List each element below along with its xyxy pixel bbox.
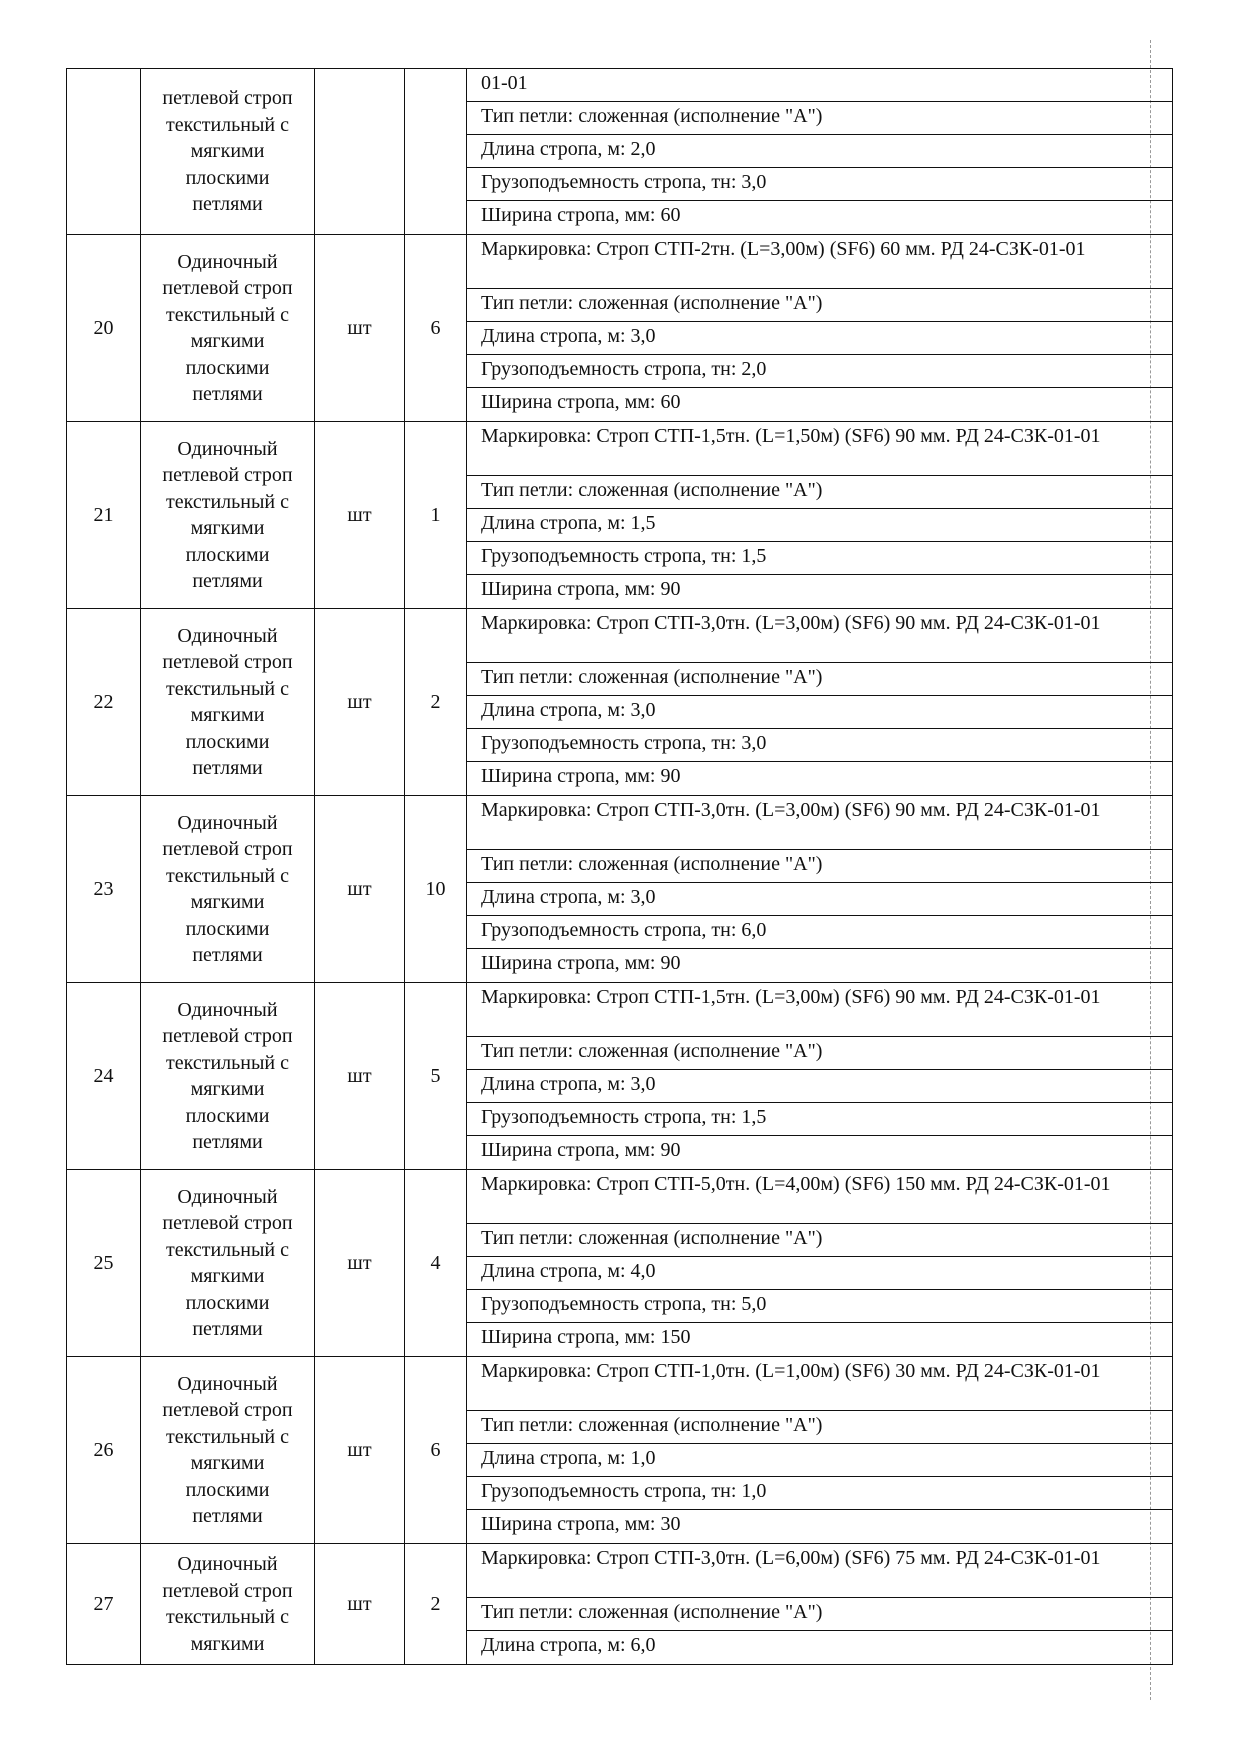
item-name-line: текстильный с <box>166 677 289 700</box>
parameter-line: Длина стропа, м: 1,5 <box>467 509 1172 542</box>
item-quantity: 2 <box>405 1544 467 1665</box>
spec-table-body <box>67 69 1173 1665</box>
item-name-line: петлями <box>192 1131 263 1153</box>
item-unit: шт <box>315 796 405 983</box>
item-unit: шт <box>315 1357 405 1544</box>
item-name-line: петлевой строп <box>162 1025 293 1047</box>
item-parameters <box>467 609 1173 796</box>
item-name-line: текстильный с <box>166 490 289 513</box>
item-quantity <box>405 69 467 235</box>
item-quantity: 2 <box>405 609 467 796</box>
item-name-line: мягкими <box>190 140 265 163</box>
item-name <box>141 1170 315 1357</box>
item-parameters <box>467 422 1173 609</box>
item-name-line: петлевой строп <box>162 1399 293 1421</box>
table-row <box>67 235 1173 422</box>
parameter-line: Тип петли: сложенная (исполнение "А") <box>467 289 1172 322</box>
parameter-line: Ширина стропа, мм: 60 <box>481 204 681 226</box>
item-name-line: текстильный с <box>166 1238 289 1261</box>
item-name-line: петлями <box>192 1505 263 1527</box>
item-parameters <box>467 796 1173 983</box>
item-number: 25 <box>67 1170 141 1357</box>
parameter-line: Длина стропа, м: 2,0 <box>467 135 1172 168</box>
item-name-line: плоскими <box>185 1104 270 1127</box>
parameter-line: Маркировка: Строп СТП-1,0тн. (L=1,00м) (SF6) 30 мм. РД 24-СЗК-01-01 <box>467 1357 1172 1411</box>
item-name-line: мягкими <box>190 704 265 726</box>
item-number: 22 <box>67 609 141 796</box>
item-name-line: петлями <box>192 193 263 216</box>
item-name-line: Одиночный <box>177 250 278 273</box>
item-name <box>141 1544 315 1665</box>
item-quantity: 1 <box>405 422 467 609</box>
parameter-line: Длина стропа, м: 3,0 <box>467 1070 1172 1103</box>
parameter-line: Ширина стропа, мм: 90 <box>481 765 681 787</box>
item-number <box>67 69 141 235</box>
parameter-line: Тип петли: сложенная (исполнение "А") <box>467 1411 1172 1444</box>
item-name-line: Одиночный <box>177 437 278 460</box>
item-name <box>141 1357 315 1544</box>
item-quantity: 10 <box>405 796 467 983</box>
item-name-line: петлями <box>192 570 263 592</box>
parameter-line: Тип петли: сложенная (исполнение "А") <box>467 1224 1172 1257</box>
item-name <box>141 235 315 422</box>
parameter-line: Грузоподъемность стропа, тн: 3,0 <box>467 168 1172 201</box>
item-name-line: мягкими <box>190 891 265 913</box>
table-row <box>67 609 1173 796</box>
item-number: 23 <box>67 796 141 983</box>
item-name-line: петлями <box>192 1318 263 1340</box>
table-row <box>67 422 1173 609</box>
table-row <box>67 796 1173 983</box>
item-name-line: текстильный с <box>166 1425 289 1448</box>
parameter-line: Ширина стропа, мм: 150 <box>481 1326 691 1348</box>
item-name <box>141 609 315 796</box>
item-quantity: 6 <box>405 1357 467 1544</box>
item-number: 27 <box>67 1544 141 1665</box>
item-name-line: плоскими <box>185 166 270 189</box>
item-name-line: петлями <box>192 757 263 779</box>
item-unit: шт <box>315 609 405 796</box>
parameter-line: Длина стропа, м: 1,0 <box>467 1444 1172 1477</box>
parameter-line: Ширина стропа, мм: 90 <box>481 952 681 974</box>
item-unit: шт <box>315 983 405 1170</box>
parameter-line: Грузоподъемность стропа, тн: 5,0 <box>467 1290 1172 1323</box>
parameter-line: Ширина стропа, мм: 60 <box>481 391 681 413</box>
item-name-line: плоскими <box>185 1291 270 1314</box>
table-row <box>67 1170 1173 1357</box>
item-name-line: текстильный с <box>166 303 289 326</box>
item-name <box>141 796 315 983</box>
spec-table <box>66 68 1173 1665</box>
item-name-line: петлевой строп <box>162 838 293 860</box>
item-name-line: текстильный с <box>166 864 289 887</box>
item-name-line: плоскими <box>185 1478 270 1501</box>
item-unit: шт <box>315 235 405 422</box>
item-parameters <box>467 1170 1173 1357</box>
parameter-line: Тип петли: сложенная (исполнение "А") <box>467 850 1172 883</box>
parameter-line: Маркировка: Строп СТП-5,0тн. (L=4,00м) (SF6) 150 мм. РД 24-СЗК-01-01 <box>467 1170 1172 1224</box>
parameter-line: Длина стропа, м: 6,0 <box>481 1634 656 1656</box>
parameter-line: Грузоподъемность стропа, тн: 1,5 <box>467 1103 1172 1136</box>
parameter-line: Маркировка: Строп СТП-2тн. (L=3,00м) (SF6) 60 мм. РД 24-СЗК-01-01 <box>467 235 1172 289</box>
item-name <box>141 69 315 235</box>
parameter-line: Маркировка: Строп СТП-3,0тн. (L=3,00м) (SF6) 90 мм. РД 24-СЗК-01-01 <box>467 609 1172 663</box>
item-name-line: мягкими <box>190 1632 265 1655</box>
parameter-line: Длина стропа, м: 3,0 <box>467 322 1172 355</box>
parameter-line: Длина стропа, м: 4,0 <box>467 1257 1172 1290</box>
parameter-line: Тип петли: сложенная (исполнение "А") <box>467 476 1172 509</box>
parameter-line: Ширина стропа, мм: 30 <box>481 1513 681 1535</box>
item-name-line: плоскими <box>185 917 270 940</box>
parameter-line: Грузоподъемность стропа, тн: 6,0 <box>467 916 1172 949</box>
parameter-line: Тип петли: сложенная (исполнение "А") <box>467 102 1172 135</box>
parameter-line: Длина стропа, м: 3,0 <box>467 696 1172 729</box>
table-row <box>67 1357 1173 1544</box>
item-parameters <box>467 235 1173 422</box>
item-name-line: Одиночный <box>177 1553 278 1575</box>
item-name-line: Одиночный <box>177 811 278 834</box>
item-name-line: мягкими <box>190 517 265 539</box>
item-name-line: петлевой строп <box>162 1212 293 1234</box>
item-name-line: Одиночный <box>177 1372 278 1395</box>
item-name-line: петлевой строп <box>162 651 293 673</box>
item-name-line: петлями <box>192 944 263 966</box>
parameter-line: Маркировка: Строп СТП-1,5тн. (L=3,00м) (SF6) 90 мм. РД 24-СЗК-01-01 <box>467 983 1172 1037</box>
item-name-line: плоскими <box>185 356 270 379</box>
parameter-line: Грузоподъемность стропа, тн: 1,5 <box>467 542 1172 575</box>
item-name-line: текстильный с <box>166 113 289 136</box>
parameter-line: Грузоподъемность стропа, тн: 2,0 <box>467 355 1172 388</box>
table-row <box>67 983 1173 1170</box>
item-name-line: плоскими <box>185 730 270 753</box>
item-parameters <box>467 69 1173 235</box>
item-parameters <box>467 983 1173 1170</box>
item-name <box>141 422 315 609</box>
item-name-line: петлевой строп <box>162 464 293 486</box>
item-number: 20 <box>67 235 141 422</box>
parameter-line: Грузоподъемность стропа, тн: 1,0 <box>467 1477 1172 1510</box>
parameter-line: Маркировка: Строп СТП-1,5тн. (L=1,50м) (SF6) 90 мм. РД 24-СЗК-01-01 <box>467 422 1172 476</box>
table-row <box>67 1544 1173 1665</box>
item-parameters <box>467 1357 1173 1544</box>
item-name-line: Одиночный <box>177 1185 278 1208</box>
item-name-line: текстильный с <box>166 1606 289 1628</box>
item-name-line: петлями <box>192 383 263 405</box>
item-number: 21 <box>67 422 141 609</box>
item-name-line: плоскими <box>185 543 270 566</box>
item-name-line: текстильный с <box>166 1051 289 1074</box>
item-name-line: петлевой строп <box>162 87 293 110</box>
item-unit <box>315 69 405 235</box>
item-name-line: петлевой строп <box>162 1579 293 1602</box>
item-name-line: мягкими <box>190 1078 265 1100</box>
item-name-line: мягкими <box>190 1452 265 1474</box>
parameter-line: Маркировка: Строп СТП-3,0тн. (L=3,00м) (SF6) 90 мм. РД 24-СЗК-01-01 <box>467 796 1172 850</box>
parameter-line: Длина стропа, м: 3,0 <box>467 883 1172 916</box>
item-name-line: Одиночный <box>177 624 278 647</box>
item-name <box>141 983 315 1170</box>
parameter-line: Ширина стропа, мм: 90 <box>481 1139 681 1161</box>
parameter-line: Грузоподъемность стропа, тн: 3,0 <box>467 729 1172 762</box>
item-parameters <box>467 1544 1173 1665</box>
parameter-line: Тип петли: сложенная (исполнение "А") <box>467 1037 1172 1070</box>
item-unit: шт <box>315 1170 405 1357</box>
item-unit: шт <box>315 1544 405 1665</box>
item-name-line: мягкими <box>190 1265 265 1287</box>
parameter-line: Маркировка: Строп СТП-3,0тн. (L=6,00м) (SF6) 75 мм. РД 24-СЗК-01-01 <box>467 1544 1172 1598</box>
item-name-line: петлевой строп <box>162 277 293 299</box>
item-number: 24 <box>67 983 141 1170</box>
item-quantity: 5 <box>405 983 467 1170</box>
parameter-line: 01-01 <box>467 69 1172 102</box>
parameter-line: Тип петли: сложенная (исполнение "А") <box>467 1598 1172 1631</box>
item-name-line: мягкими <box>190 330 265 352</box>
parameter-line: Ширина стропа, мм: 90 <box>481 578 681 600</box>
table-row <box>67 69 1173 235</box>
item-name-line: Одиночный <box>177 998 278 1021</box>
item-quantity: 6 <box>405 235 467 422</box>
item-quantity: 4 <box>405 1170 467 1357</box>
item-unit: шт <box>315 422 405 609</box>
item-number: 26 <box>67 1357 141 1544</box>
parameter-line: Тип петли: сложенная (исполнение "А") <box>467 663 1172 696</box>
